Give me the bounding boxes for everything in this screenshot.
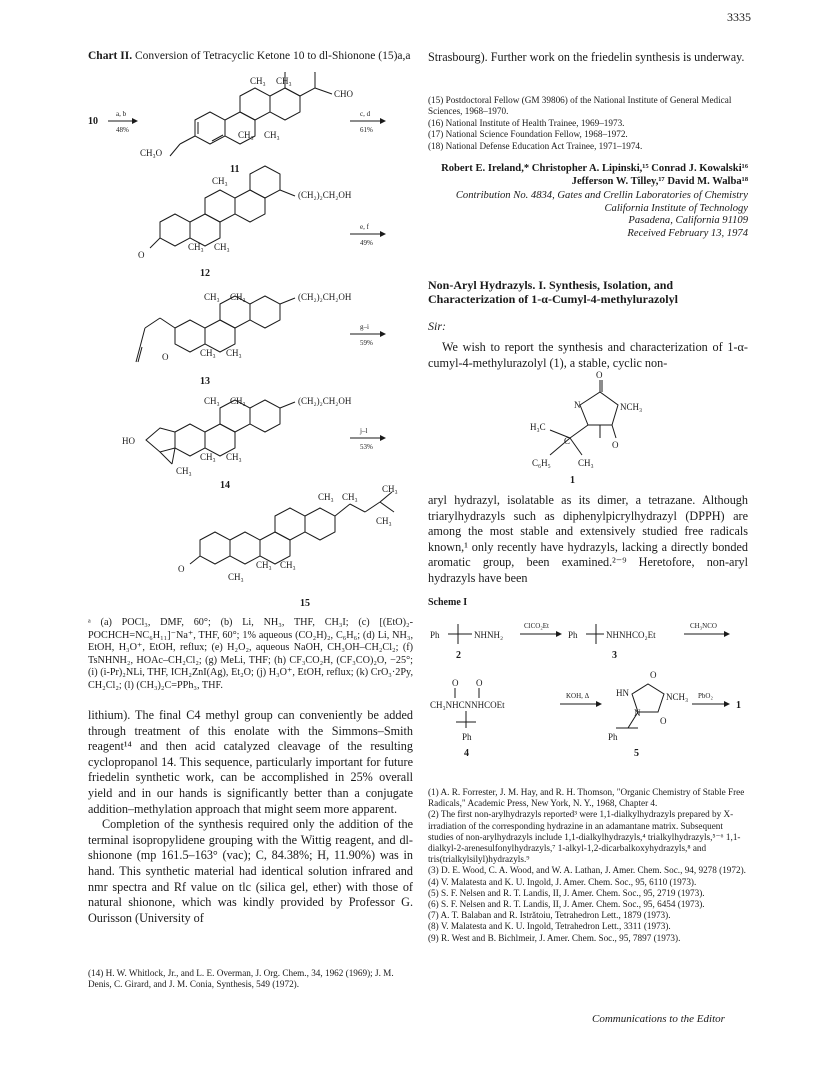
compound-10-label: 10 bbox=[88, 116, 98, 127]
note-18: (18) National Defense Education Act Trainee, 1971–1974. bbox=[428, 140, 643, 151]
c13-ch3-d: CH₃ bbox=[226, 348, 242, 358]
scheme-n: N bbox=[634, 708, 641, 718]
c14-side-chain: (CH₂)₂CH₂OH bbox=[298, 396, 352, 406]
structure-1 bbox=[520, 370, 680, 490]
scheme-nch3: NCH₃ bbox=[666, 692, 689, 702]
c12-ch3-a: CH₃ bbox=[212, 176, 228, 186]
scheme-ph-3: Ph bbox=[462, 732, 472, 742]
c11-cho: CHO bbox=[334, 89, 354, 99]
compound-15-structure bbox=[190, 492, 394, 564]
s1-carbon: C bbox=[564, 436, 571, 446]
affiliation-line-3: Pasadena, California 91109 bbox=[628, 215, 748, 227]
scheme-compound-4: 4 bbox=[464, 748, 469, 759]
affiliation-line-2: California Institute of Technology bbox=[604, 202, 748, 214]
scheme-reagent-1: ClCO₂Et bbox=[524, 622, 549, 630]
reference-6: (6) S. F. Nelsen and R. T. Landis, II, J. Amer. Chem. Soc., 95, 6454 (1973). bbox=[428, 899, 705, 910]
compound-12-label: 12 bbox=[200, 268, 210, 279]
c12-oxo: O bbox=[138, 250, 145, 260]
references-right bbox=[428, 787, 748, 944]
affiliation-line-1: Contribution No. 4834, Gates and Crellin Laboratories of Chemistry bbox=[455, 190, 748, 201]
c15-ch3-g: CH₃ bbox=[228, 572, 244, 582]
c11-ch3o: CH₃O bbox=[140, 148, 163, 158]
reference-14: (14) H. W. Whitlock, Jr., and L. E. Overman, J. Org. Chem., 34, 1962 (1969); J. M. Denis, C. Girard, and J. M. Conia, Synthesis, 549 (1972). bbox=[88, 968, 394, 990]
scheme-o-3: O bbox=[650, 670, 657, 680]
reference-2: (2) The first non-arylhydrazyls reported³ were 1,1-dialkylhydrazyls prepared by X-irradiation of the corresponding hydrazine in an adamantane matrix. Subsequent studies of non-arylhydrazyls include 1,1-dialkylhydrazyls,⁴ trialkylhydrazyls,⁵⁻⁶ 1,1-dialkyl-2-arenesulfonylhydrazyls,⁷ 1-alkyl-1,2-dicarbalkoxyhydrazyls,⁸ and tris(trialkylsilyl)hydrazyls.⁹ bbox=[428, 809, 741, 865]
c11-ch3-d: CH₃ bbox=[264, 130, 280, 140]
scheme-o-4: O bbox=[660, 716, 667, 726]
c14-ch3-e: CH₃ bbox=[176, 466, 192, 476]
authors-line-2: Jefferson W. Tilley,¹⁷ David M. Walba¹⁸ bbox=[571, 175, 748, 187]
step3-reagents: e, f bbox=[360, 223, 369, 231]
c12-side-chain: (CH₂)₂CH₂OH bbox=[298, 190, 352, 200]
note-15: (15) Postdoctoral Fellow (GM 39806) of the National Institute of General Medical Sciences, 1968–1970. bbox=[428, 95, 732, 117]
compound-15-label: 15 bbox=[300, 598, 310, 609]
note-17: (17) National Science Foundation Fellow, 1968–1972. bbox=[428, 129, 628, 140]
c14-ho: HO bbox=[122, 436, 135, 446]
scheme-ph-1: Ph bbox=[430, 630, 440, 640]
s1-ch3: CH₃ bbox=[578, 458, 594, 468]
compound-13-label: 13 bbox=[200, 376, 210, 387]
reference-4: (4) V. Malatesta and K. U. Ingold, J. Amer. Chem. Soc., 95, 6110 (1973). bbox=[428, 876, 697, 887]
compound-14-structure bbox=[146, 400, 295, 464]
scheme-product-1: 1 bbox=[736, 700, 741, 711]
reference-3: (3) D. E. Wood, C. A. Wood, and W. A. Lathan, J. Amer. Chem. Soc., 94, 9278 (1972). bbox=[428, 865, 746, 876]
c13-ch3-c: CH₃ bbox=[200, 348, 216, 358]
scheme-compound-5: 5 bbox=[634, 748, 639, 759]
scheme-reagent-4: PbO₂ bbox=[698, 692, 713, 700]
article-title-line-2: Characterization of 1-α-Cumyl-4-methylurazolyl bbox=[428, 292, 678, 306]
c15-ch3-a: CH₃ bbox=[318, 492, 334, 502]
chart-ii-scheme bbox=[80, 72, 415, 612]
chart-title-bold: Chart II. bbox=[88, 50, 133, 62]
reference-5: (5) S. F. Nelsen and R. T. Landis, II, J. Amer. Chem. Soc., 95, 2719 (1973). bbox=[428, 887, 705, 898]
scheme-reagent-3: KOH, Δ bbox=[566, 692, 590, 700]
left-paragraph-2: Completion of the synthesis required only the addition of the terminal isopropylidene grouping with the Wittig reagent, and dl-shionone (mp 161.5–163° (vac); C, 84.38%; H, 11.90%) was in hand. This synthetic material had identical solution infrared and nmr spectra and Rf value on tlc (silica gel, ether) with those of natural shionone, which was kindly provided by Professor G. Ourisson (University of bbox=[88, 817, 413, 925]
s1-oxygen-bottom: O bbox=[612, 440, 619, 450]
c14-ch3-a: CH₃ bbox=[204, 396, 220, 406]
c11-ch3-b: CH₃ bbox=[276, 76, 292, 86]
article-paragraph-2: aryl hydrazyl, isolatable as its dimer, a tetrazane. Although triarylhydrazyls such as diphenylpicrylhydrazyl (DPPH) are among the most stable and extensively studied free radicals known,¹ only recently have hydrazyls, lacking a directly bonded aromatic group, been examined.²⁻⁹ Heretofore, non-aryl hydrazyls have been bbox=[428, 493, 748, 585]
s1-oxygen-top: O bbox=[596, 370, 603, 380]
article-title bbox=[428, 278, 748, 306]
received-date: Received February 13, 1974 bbox=[627, 227, 748, 239]
compound-14-label: 14 bbox=[220, 480, 230, 491]
scheme-ph-2: Ph bbox=[568, 630, 578, 640]
c14-ch3-c: CH₃ bbox=[200, 452, 216, 462]
c12-ch3-b: CH₃ bbox=[188, 242, 204, 252]
left-body bbox=[88, 708, 413, 926]
author-list bbox=[428, 163, 748, 188]
c15-ch3-f: CH₃ bbox=[280, 560, 296, 570]
c12-ch3-c: CH₃ bbox=[214, 242, 230, 252]
c14-ch3-b: CH₃ bbox=[230, 396, 246, 406]
scheme-label: Scheme I bbox=[428, 597, 468, 608]
scheme-hn: HN bbox=[616, 688, 629, 698]
scheme-nhnh2: NHNH₂ bbox=[474, 630, 504, 640]
scheme-nhnhco2et: NHNHCO₂Et bbox=[606, 630, 656, 640]
article-paragraph-1: We wish to report the synthesis and characterization of 1-α-cumyl-4-methylurazolyl (1), a stable, cyclic non- bbox=[428, 340, 748, 370]
s1-nitrogen: N bbox=[574, 400, 581, 410]
c11-ch3-c: CH₃ bbox=[238, 130, 254, 140]
c15-ch3-d: CH₃ bbox=[376, 516, 392, 526]
compound-11-label: 11 bbox=[230, 164, 240, 175]
authors-line-1: Robert E. Ireland,* Christopher A. Lipinski,¹⁵ Conrad J. Kowalski¹⁶ bbox=[441, 163, 748, 174]
reference-1: (1) A. R. Forrester, J. M. Hay, and R. H. Thomson, "Organic Chemistry of Stable Free Radicals," Academic Press, New York, N. Y., 1968, Chapter 4. bbox=[428, 787, 745, 809]
chart-title bbox=[88, 50, 413, 63]
article-title-line-1: Non-Aryl Hydrazyls. I. Synthesis, Isolation, and bbox=[428, 278, 674, 292]
scheme-o-2: O bbox=[476, 678, 483, 688]
step3-yield: 49% bbox=[360, 239, 373, 247]
s1-c6h5: C₆H₅ bbox=[532, 458, 551, 468]
step4-yield: 59% bbox=[360, 339, 373, 347]
c14-ch3-d: CH₃ bbox=[226, 452, 242, 462]
step5-yield: 53% bbox=[360, 443, 373, 451]
reference-9: (9) R. West and B. Bichlmeir, J. Amer. Chem. Soc., 95, 7897 (1973). bbox=[428, 932, 681, 943]
affiliation bbox=[428, 190, 748, 240]
c15-ch3-c: CH₃ bbox=[382, 484, 398, 494]
step5-reagents: j–l bbox=[360, 427, 368, 435]
page-footer: Communications to the Editor bbox=[592, 1013, 725, 1025]
c13-side-chain: (CH₂)₂CH₂OH bbox=[298, 292, 352, 302]
right-continuation: Strasbourg). Further work on the friedelin synthesis is underway. bbox=[428, 50, 745, 64]
scheme-o-1: O bbox=[452, 678, 459, 688]
scheme-compound-2: 2 bbox=[456, 650, 461, 661]
s1-nch3: NCH₃ bbox=[620, 402, 643, 412]
scheme-compound-3: 3 bbox=[612, 650, 617, 661]
scheme-reagent-2: CH₃NCO bbox=[690, 622, 717, 630]
scheme-compound-4-formula: CH₃NHCNNHCOEt bbox=[430, 700, 505, 710]
step4-reagents: g–i bbox=[360, 323, 369, 331]
c11-ch3-a: CH₃ bbox=[250, 76, 266, 86]
chart-footnote: ᵃ (a) POCl₃, DMF, 60°; (b) Li, NH₃, THF, CH₃I; (c) [(EtO)₂-POCHCH=NC₆H₁₁]⁻Na⁺, THF, 60°; 1% aqueous (CO₂H)₂, C₆H₆; (d) Li, NH₃, EtOH, H₃O⁺, EtOH, reflux; (e) H₂O₂, aqueous NaOH, CH₃OH–CH₂Cl₂; (f) TsNHNH₂, HOAc–CH₂Cl₂; (g) MeLi, THF; (h) CF₃CO₂H, (CF₃CO)₂O, −25°; (i) (i-Pr)₂NLi, THF, ICH₂ZnI(Ag), Et₂O; (j) H₃O⁺, EtOH, reflux; (k) CrO₃·2Py, CH₂Cl₂; (l) (CH₃)₂C=PPh₃, THF. bbox=[88, 617, 413, 691]
reference-7: (7) A. T. Balaban and R. Istrătoiu, Tetrahedron Lett., 1879 (1973). bbox=[428, 910, 671, 921]
author-notes bbox=[428, 95, 748, 152]
page-number: 3335 bbox=[727, 10, 751, 24]
step2-reagents: c, d bbox=[360, 110, 371, 118]
left-paragraph-1: lithium). The final C4 methyl group can conveniently be added through treatment of this enolate with the Simmons–Smith reagent¹⁴ and then acid catalyzed cleavage of the resulting cyclopropanol 14. This sequence, particularly important for future friedelin synthetic work, can be accomplished in 25% overall yield and in our hands is significantly better than a conjugate addition–methylation approach that might seem more apparent. bbox=[88, 708, 413, 816]
s1-number: 1 bbox=[570, 475, 575, 486]
s1-h3c: H₃C bbox=[530, 422, 546, 432]
step2-yield: 61% bbox=[360, 126, 373, 134]
salutation: Sir: bbox=[428, 319, 446, 333]
c15-ch3-e: CH₃ bbox=[256, 560, 272, 570]
c15-ch3-b: CH₃ bbox=[342, 492, 358, 502]
note-16: (16) National Institute of Health Trainee, 1969–1973. bbox=[428, 117, 625, 128]
reference-8: (8) V. Malatesta and K. U. Ingold, Tetrahedron Lett., 3311 (1973). bbox=[428, 921, 671, 932]
step1-reagents: a, b bbox=[116, 110, 127, 118]
scheme-ph-4: Ph bbox=[608, 732, 618, 742]
c15-oxo: O bbox=[178, 564, 185, 574]
scheme-i bbox=[428, 610, 748, 760]
c13-ch3-a: CH₃ bbox=[204, 292, 220, 302]
chart-title-text: Conversion of Tetracyclic Ketone 10 to dl-Shionone (15)a,a bbox=[134, 50, 411, 62]
c13-oxo: O bbox=[162, 352, 169, 362]
step1-yield: 48% bbox=[116, 126, 129, 134]
c13-ch3-b: CH₃ bbox=[230, 292, 246, 302]
